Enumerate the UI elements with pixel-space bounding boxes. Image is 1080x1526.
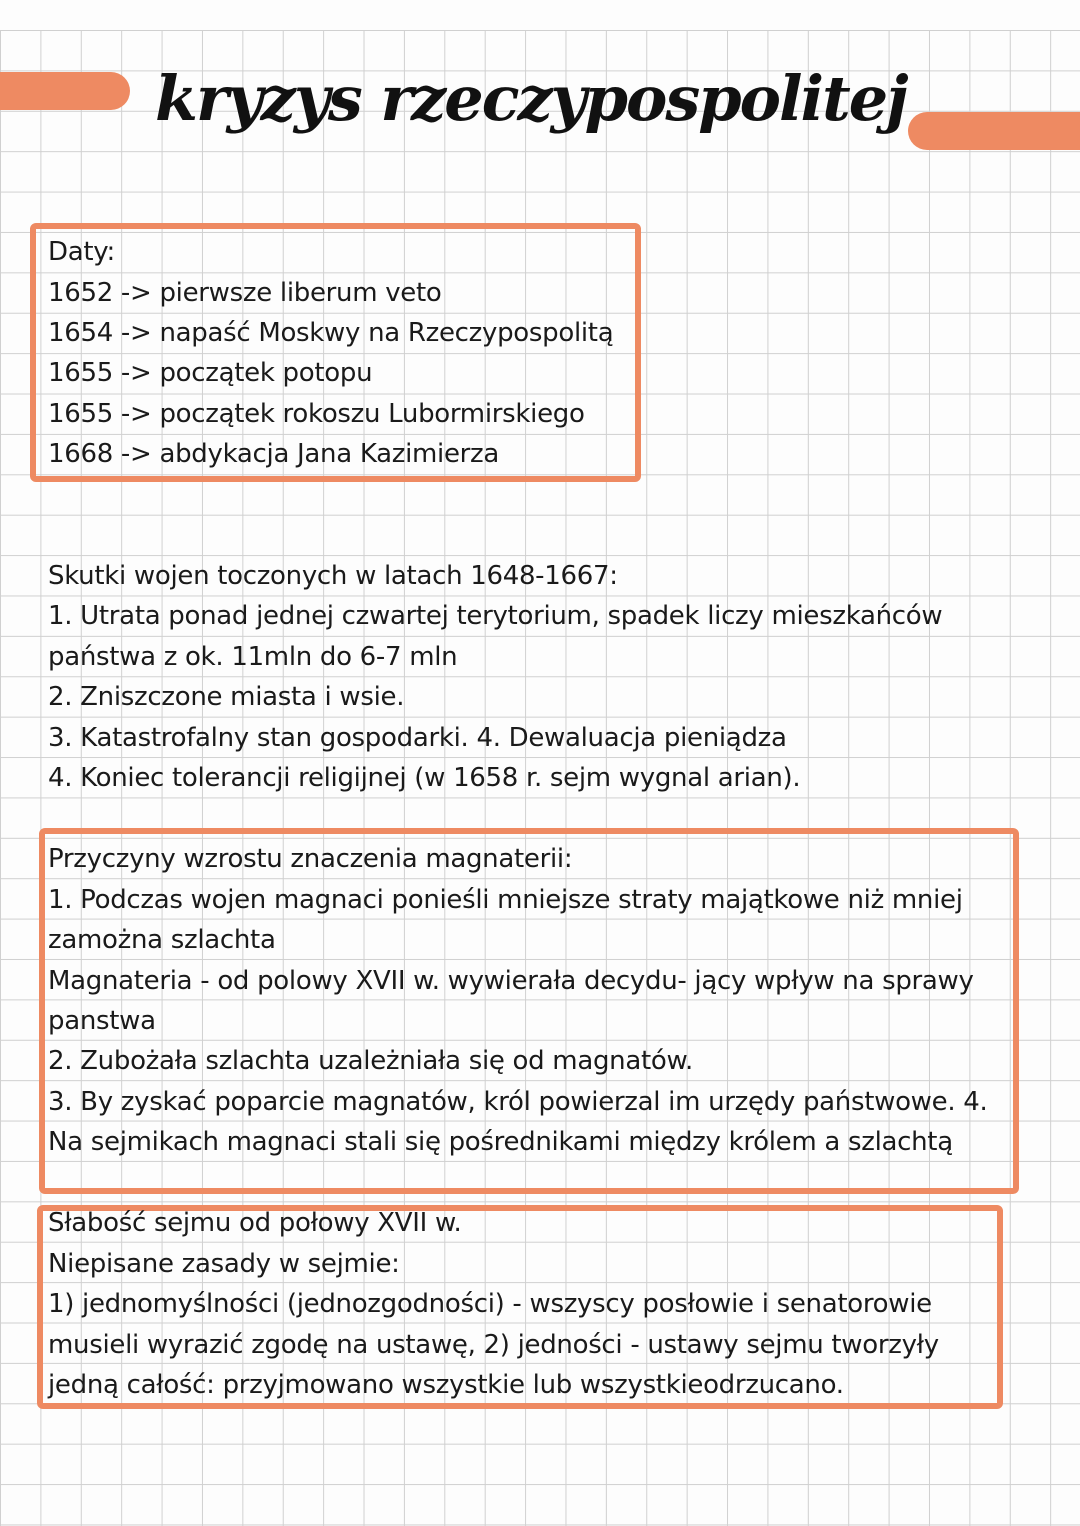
magnates-line: panstwa xyxy=(48,1006,156,1036)
sejm-subheading: Niepisane zasady w sejmie: xyxy=(48,1249,400,1279)
sejm-line: 1) jednomyślności (jednozgodności) - wszyscy posłowie i senatorowie xyxy=(48,1289,932,1319)
date-item: 1655 -> początek rokoszu Lubormirskiego xyxy=(48,399,585,429)
page-title: kryzys rzeczypospolitej xyxy=(155,62,907,135)
effects-heading: Skutki wojen toczonych w latach 1648-1667: xyxy=(48,561,618,591)
sejm-heading: Słabość sejmu od połowy XVII w. xyxy=(48,1208,462,1238)
dates-heading: Daty: xyxy=(48,237,115,267)
sejm-line: jedną całość: przyjmowano wszystkie lub wszystkieodrzucano. xyxy=(48,1370,844,1400)
magnates-line: zamożna szlachta xyxy=(48,925,276,955)
effects-line: państwa z ok. 11mln do 6-7 mln xyxy=(48,642,458,672)
title-accent-bar-left xyxy=(0,72,130,110)
date-item: 1668 -> abdykacja Jana Kazimierza xyxy=(48,439,500,469)
magnates-line: 1. Podczas wojen magnaci ponieśli mniejsze straty majątkowe niż mniej xyxy=(48,885,963,915)
effects-line: 3. Katastrofalny stan gospodarki. 4. Dewaluacja pieniądza xyxy=(48,723,787,753)
sejm-line: musieli wyrazić zgodę na ustawę, 2) jedności - ustawy sejmu tworzyły xyxy=(48,1330,939,1360)
effects-line: 1. Utrata ponad jednej czwartej terytorium, spadek liczy mieszkańców xyxy=(48,601,943,631)
top-margin xyxy=(0,0,1080,30)
date-item: 1654 -> napaść Moskwy na Rzeczypospolitą xyxy=(48,318,614,348)
date-item: 1652 -> pierwsze liberum veto xyxy=(48,278,442,308)
date-item: 1655 -> początek potopu xyxy=(48,358,373,388)
magnates-line: Magnateria - od polowy XVII w. wywierała decydu- jący wpływ na sprawy xyxy=(48,966,974,996)
title-accent-bar-right xyxy=(908,112,1080,150)
magnates-line: Na sejmikach magnaci stali się pośrednikami między królem a szlachtą xyxy=(48,1127,953,1157)
magnates-heading: Przyczyny wzrostu znaczenia magnaterii: xyxy=(48,844,573,874)
effects-line: 2. Zniszczone miasta i wsie. xyxy=(48,682,405,712)
magnates-line: 3. By zyskać poparcie magnatów, król powierzal im urzędy państwowe. 4. xyxy=(48,1087,988,1117)
effects-line: 4. Koniec tolerancji religijnej (w 1658 r. sejm wygnal arian). xyxy=(48,763,801,793)
magnates-line: 2. Zubożała szlachta uzależniała się od magnatów. xyxy=(48,1046,694,1076)
